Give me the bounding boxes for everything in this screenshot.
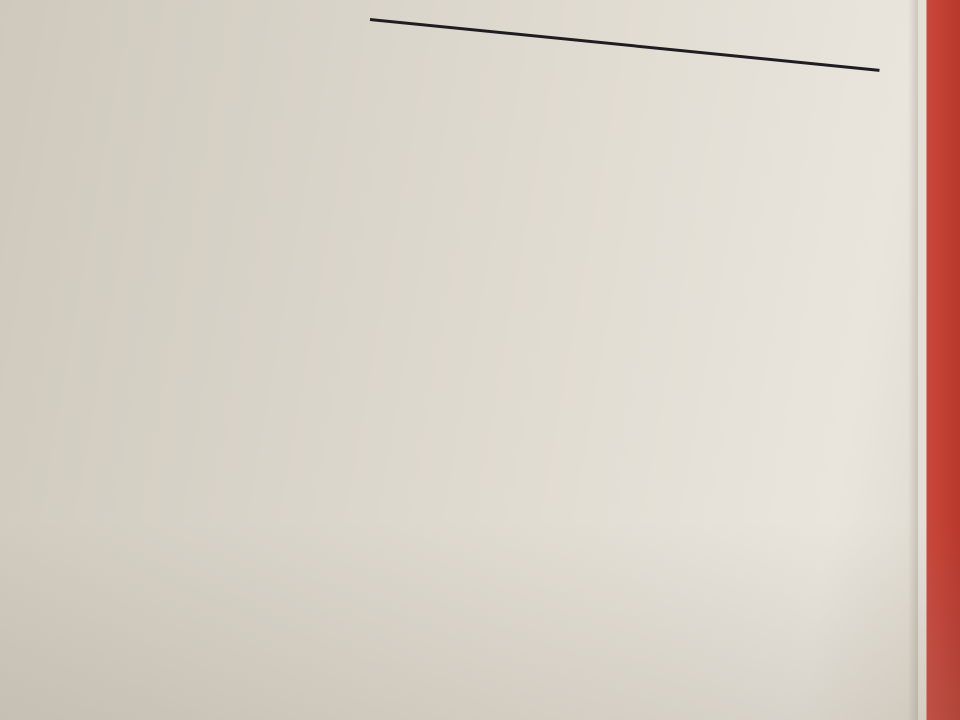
red-cover-edge <box>918 0 960 720</box>
section-rule <box>370 18 880 72</box>
legend-column-middle <box>358 76 647 101</box>
top-right-text <box>636 0 895 14</box>
page-edge-shadow <box>908 0 918 720</box>
left-body-text-bottom <box>0 500 314 508</box>
legend-column-right <box>660 104 900 119</box>
page-shadow <box>0 520 960 720</box>
left-body-text <box>0 0 324 5</box>
